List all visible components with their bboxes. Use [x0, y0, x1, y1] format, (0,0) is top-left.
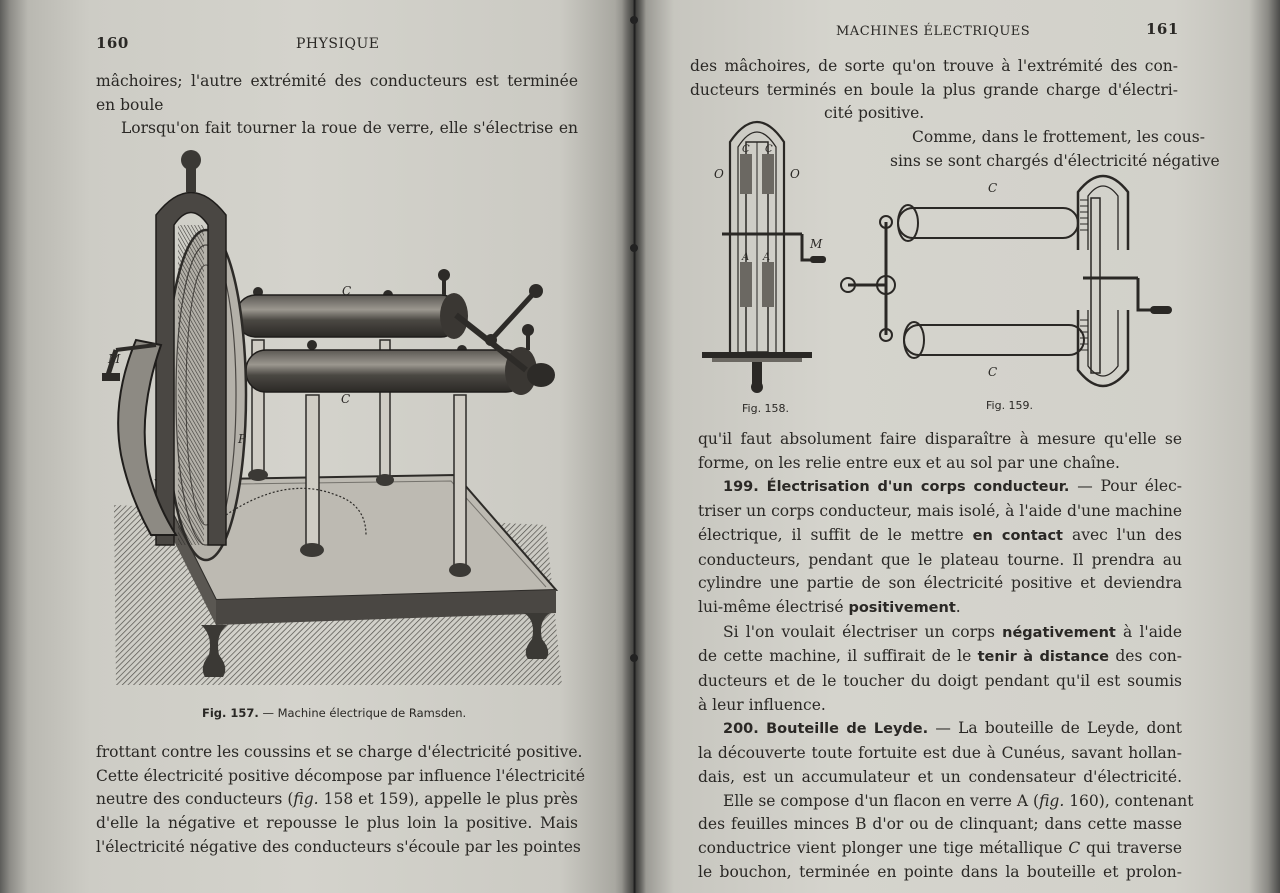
- figure-label-o: O: [790, 167, 800, 181]
- left-top-text: [96, 70, 578, 141]
- figure-158-caption: Fig. 158.: [742, 402, 790, 415]
- text-line: dais, est un accumulateur et un condensateur d'électricité.: [698, 767, 1182, 786]
- text-line: conducteurs, pendant que le plateau tourne. Il prendra au: [698, 550, 1182, 569]
- figure-label-a: A: [763, 252, 771, 263]
- text-line: de cette machine, il suffirait de le tenir à distance des con-: [698, 647, 1183, 666]
- text-line: neutre des conducteurs (fig. 158 et 159), appelle le plus près: [96, 790, 578, 809]
- figure-label-m: M: [108, 352, 121, 366]
- figure-label-p: P: [238, 432, 247, 446]
- figure-label-c: C: [342, 284, 352, 298]
- binding-thread: [630, 654, 638, 662]
- section-199-heading: 199. Électrisation d'un corps conducteur. — Pour élec-: [723, 477, 1183, 496]
- right-page: [634, 0, 1280, 893]
- figure-158-diagram: [702, 112, 832, 402]
- text-line: des mâchoires, de sorte qu'on trouve à l'extrémité des con-: [690, 57, 1178, 75]
- section-200-heading: 200. Bouteille de Leyde. — La bouteille de Leyde, dont: [723, 719, 1182, 738]
- text-line: des feuilles minces B d'or ou de clinquant; dans cette masse: [698, 815, 1182, 834]
- text-line: Cette électricité positive décompose par influence l'électricité: [96, 766, 585, 785]
- figure-label-c: C: [341, 392, 351, 406]
- text-line: à leur influence.: [698, 695, 826, 714]
- text-line: mâchoires; l'autre extrémité des conducteurs est terminée: [96, 72, 578, 90]
- text-line: lui-même électrisé positivement.: [698, 597, 961, 616]
- figure-label-c: C: [988, 365, 998, 379]
- page-number-right: 161: [1146, 20, 1179, 38]
- figure-label-c: C: [765, 144, 773, 155]
- text-line: conductrice vient plonger une tige métallique C qui traverse: [698, 838, 1182, 857]
- text-line: Elle se compose d'un flacon en verre A (fig. 160), contenant: [723, 791, 1194, 810]
- figure-159-caption: Fig. 159.: [986, 399, 1034, 412]
- text-line: frottant contre les coussins et se charge d'électricité positive.: [96, 743, 583, 761]
- running-head-right: MACHINES ÉLECTRIQUES: [836, 24, 1031, 39]
- page-number-left: 160: [96, 34, 129, 52]
- text-line: l'électricité négative des conducteurs s'écoule par les pointes: [96, 837, 581, 856]
- text-line: Lorsqu'on fait tourner la roue de verre, elle s'électrise en: [121, 119, 578, 138]
- text-line: ducteurs terminés en boule la plus grande charge d'électri-: [690, 80, 1178, 99]
- text-line: Comme, dans le frottement, les cous-: [912, 128, 1205, 147]
- figure-label-a: A: [742, 252, 750, 263]
- text-line: cité positive.: [824, 104, 925, 123]
- text-line: ducteurs et de le toucher du doigt pendant qu'il est soumis: [698, 672, 1182, 691]
- left-page: [0, 0, 634, 893]
- text-line: d'elle la négative et repousse le plus loin la positive. Mais: [96, 814, 578, 833]
- text-line: la découverte toute fortuite est due à Cunéus, savant hollan-: [698, 744, 1182, 763]
- text-line: forme, on les relie entre eux et au sol par une chaîne.: [698, 453, 1120, 472]
- figure-label-m: M: [810, 237, 823, 251]
- binding-thread: [630, 16, 638, 24]
- left-bottom-text: [96, 741, 585, 860]
- text-line: en boule: [96, 95, 164, 114]
- text-line: triser un corps conducteur, mais isolé, à l'aide d'une machine: [698, 502, 1182, 521]
- right-bottom-text: [698, 428, 1194, 884]
- figure-label-c: C: [988, 181, 998, 195]
- figure-157-caption: Fig. 157. — Machine électrique de Ramsden.: [202, 706, 467, 720]
- figure-157-ramsden-machine: [96, 145, 576, 695]
- running-head-left: PHYSIQUE: [296, 36, 380, 52]
- figure-label-o: O: [714, 167, 724, 181]
- text-line: qu'il faut absolument faire disparaître à mesure qu'elle se: [698, 430, 1182, 448]
- text-line: Si l'on voulait électriser un corps négativement à l'aide: [723, 622, 1182, 641]
- binding-thread: [630, 244, 638, 252]
- text-line: sins se sont chargés d'électricité négative: [890, 151, 1220, 170]
- figure-label-c: C: [742, 144, 750, 155]
- book-gutter: [622, 0, 646, 893]
- text-line: électrique, il suffit de le mettre en contact avec l'un des: [698, 525, 1182, 544]
- text-line: le bouchon, terminée en pointe dans la bouteille et prolon-: [698, 862, 1182, 881]
- figure-159-diagram: [838, 170, 1178, 400]
- text-line: cylindre une partie de son électricité positive et deviendra: [698, 574, 1182, 593]
